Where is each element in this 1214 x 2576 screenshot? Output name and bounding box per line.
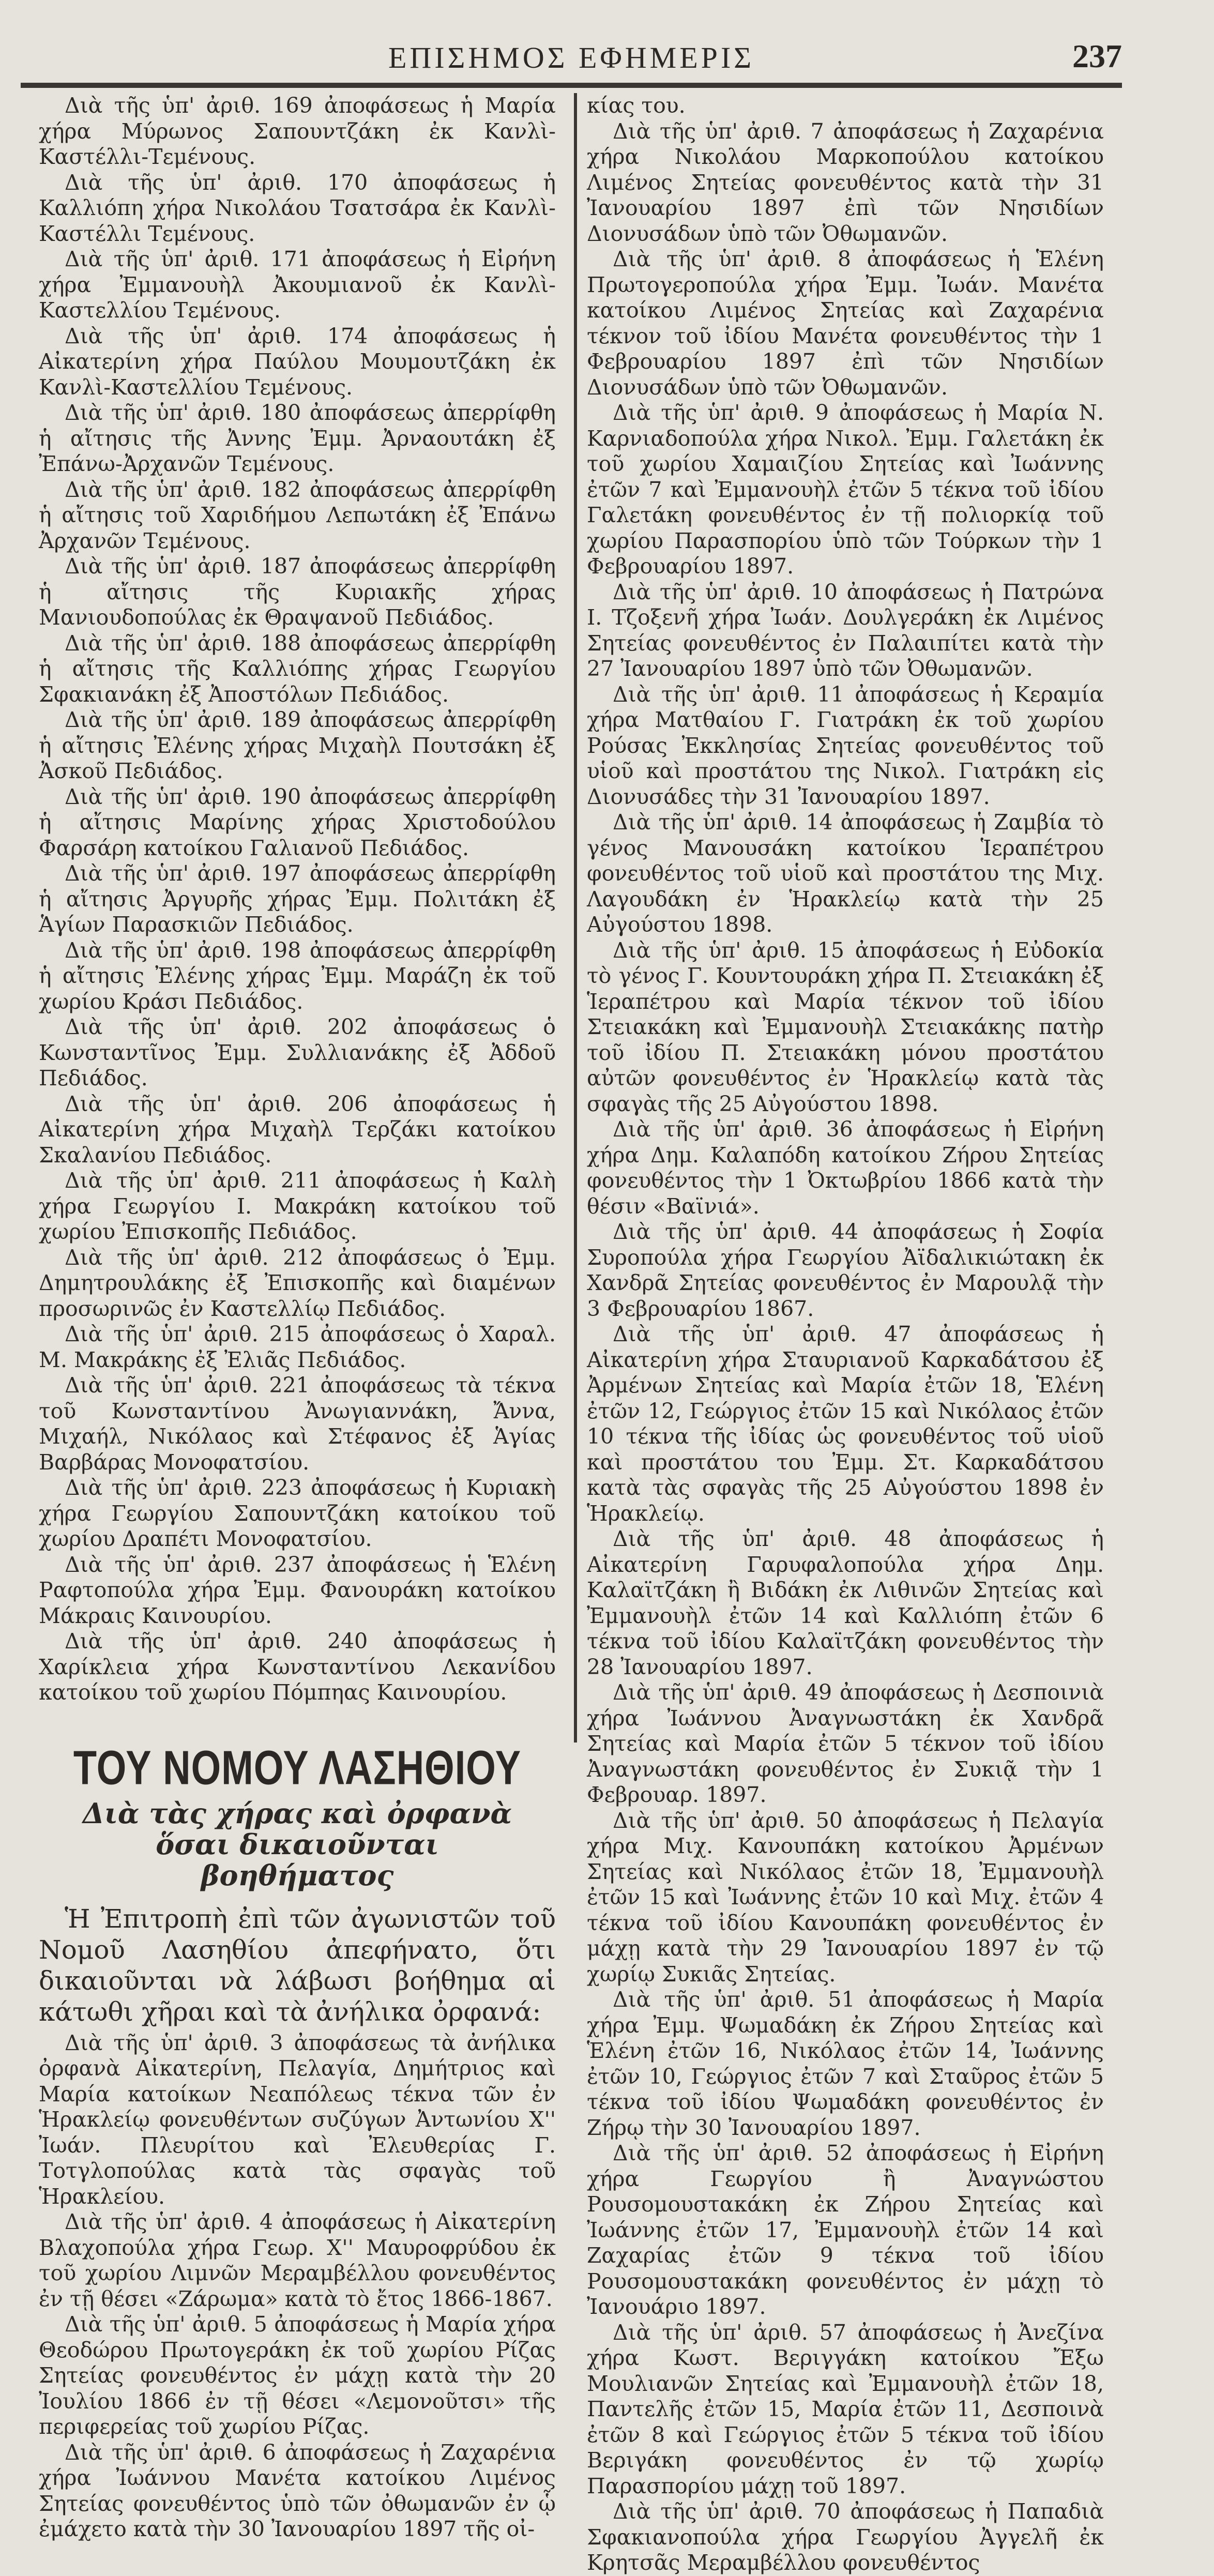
decision-entry: Διὰ τῆς ὑπ' ἀριθ. 202 ἀποφάσεως ὁ Κωνσταντῖνος Ἐμμ. Συλλιανάκης ἐξ Ἀδδοῦ Πεδιάδος. [39,1014,556,1090]
decision-entry: Διὰ τῆς ὑπ' ἀριθ. 237 ἀποφάσεως ἡ Ἑλένη Ραφτοπούλα χήρα Ἐμμ. Φανουράκη κατοίκου Μάκραις Καινουρίου. [39,1552,556,1628]
decision-entry: Διὰ τῆς ὑπ' ἀριθ. 211 ἀποφάσεως ἡ Καλὴ χήρα Γεωργίου Ι. Μακράκη κατοίκου τοῦ χωρίου Ἐπισκοπῆς Πεδιάδος. [39,1168,556,1244]
decision-entry: Διὰ τῆς ὑπ' ἀριθ. 6 ἀποφάσεως ἡ Ζαχαρένια χήρα Ἰωάννου Μανέτα κατοίκου Λιμένος Σητείας φονευθέντος ὑπὸ τῶν ὀθωμανῶν ἐν ᾧ ἐμάχετο κατὰ τὴν 30 Ἰανουαρίου 1897 τῆς οἰ- [39,2439,556,2541]
decision-entry: Διὰ τῆς ὑπ' ἀριθ. 44 ἀποφάσεως ἡ Σοφία Συροπούλα χήρα Γεωργίου Ἀϊδαλικιώτακη ἐκ Χανδρᾶ Σητείας φονευθέντος ἐν Μαρουλᾷ τὴν 3 Φεβρουαρίου 1867. [587,1219,1104,1321]
decision-entry: Διὰ τῆς ὑπ' ἀριθ. 188 ἀποφάσεως ἀπερρίφθη ἡ αἴτησις τῆς Καλλιόπης χήρας Γεωργίου Σφακιανάκη ἐξ Ἀποστόλων Πεδιάδος. [39,630,556,707]
right-column [587,93,1104,2576]
decision-entry: Διὰ τῆς ὑπ' ἀριθ. 52 ἀποφάσεως ἡ Εἰρήνη χήρα Γεωργίου ἢ Ἀναγνώστου Ρουσομουστακάκη ἐκ Ζήρου Σητείας καὶ Ἰωάννης ἐτῶν 17, Ἐμμανουὴλ ἐτῶν 14 καὶ Ζαχαρίας ἐτῶν 9 τέκνα τοῦ ἰδίου Ρουσομουστακάκη φονευθέντος ἐν μάχῃ τὸ Ἰανουάριο 1897. [587,2141,1104,2319]
decision-entry: Διὰ τῆς ὑπ' ἀριθ. 198 ἀποφάσεως ἀπερρίφθη ἡ αἴτησις Ἐλένης χήρας Ἐμμ. Μαράζη ἐκ τοῦ χωρίου Κράσι Πεδιάδος. [39,937,556,1014]
decision-entry: Διὰ τῆς ὑπ' ἀριθ. 171 ἀποφάσεως ἡ Εἰρήνη χήρα Ἐμμανουὴλ Ἀκουμιανοῦ ἐκ Κανλὶ-Καστελλίου Τεμένους. [39,247,556,323]
decision-entry: Διὰ τῆς ὑπ' ἀριθ. 170 ἀποφάσεως ἡ Καλλιόπη χήρα Νικολάου Τσατσάρα ἐκ Κανλὶ-Καστέλλι Τεμένους. [39,170,556,246]
decision-entry: Διὰ τῆς ὑπ' ἀριθ. 169 ἀποφάσεως ἡ Μαρία χήρα Μύρωνος Σαπουντζάκη ἐκ Κανλὶ-Καστέλλι-Τεμένους. [39,93,556,169]
decision-entry: Διὰ τῆς ὑπ' ἀριθ. 14 ἀποφάσεως ἡ Ζαμβία τὸ γένος Μανουσάκη κατοίκου Ἱεραπέτρου φονευθέντος τοῦ υἱοῦ καὶ προστάτου της Μιχ. Λαγουδάκη ἐν Ἡρακλείῳ κατὰ τὴν 25 Αὐγούστου 1898. [587,810,1104,937]
decision-entry: Διὰ τῆς ὑπ' ἀριθ. 49 ἀποφάσεως ἡ Δεσποινιὰ χήρα Ἰωάννου Ἀναγνωστάκη ἐκ Χανδρᾶ Σητείας καὶ Μαρία ἐτῶν 5 τέκνον τοῦ ἰδίου Ἀναγνωστάκη φονευθέντος ἐν Συκιᾷ τὴν 1 Φεβρουαρ. 1897. [587,1680,1104,1807]
decision-entry: Διὰ τῆς ὑπ' ἀριθ. 9 ἀποφάσεως ἡ Μαρία Ν. Καρνιαδοπούλα χήρα Νικολ. Ἐμμ. Γαλετάκη ἐκ τοῦ χωρίου Χαμαιζίου Σητείας καὶ Ἰωάννης ἐτῶν 7 καὶ Ἐμμανουὴλ ἐτῶν 5 τέκνα τοῦ ἰδίου Γαλετάκη φονευθέντος ἐν τῇ πολιορκίᾳ τοῦ χωρίου Παρασπορίου ὑπὸ τῶν Τούρκων τὴν 1 Φεβρουαρίου 1897. [587,400,1104,579]
decision-entry: Διὰ τῆς ὑπ' ἀριθ. 212 ἀποφάσεως ὁ Ἐμμ. Δημητρουλάκης ἐξ Ἐπισκοπῆς καὶ διαμένων προσωρινῶς ἐν Καστελλίῳ Πεδιάδος. [39,1245,556,1321]
page-number: 237 [1072,38,1122,74]
section-title: ΤΟΥ ΝΟΜΟΥ ΛΑΣΗΘΙΟΥ [73,1740,522,1794]
page-header [21,31,1122,88]
decision-entry: Διὰ τῆς ὑπ' ἀριθ. 187 ἀποφάσεως ἀπερρίφθη ἡ αἴτησις τῆς Κυριακῆς χήρας Μανιουδοπούλας ἐκ Θραψανοῦ Πεδιάδος. [39,554,556,630]
decision-entry: Διὰ τῆς ὑπ' ἀριθ. 15 ἀποφάσεως ἡ Εὐδοκία τὸ γένος Γ. Κουντουράκη χήρα Π. Στειακάκη ἐξ Ἱεραπέτρου καὶ Μαρία τέκνον τοῦ ἰδίου Στειακάκη καὶ Ἐμμανουὴλ Στειακάκης πατὴρ τοῦ ἰδίου Π. Στειακάκη μόνου προστάτου αὐτῶν φονευθέντος ἐν Ἡρακλείῳ κατὰ τὰς σφαγὰς τῆς 25 Αὐγούστου 1898. [587,937,1104,1116]
decision-entry: Διὰ τῆς ὑπ' ἀριθ. 10 ἀποφάσεως ἡ Πατρώνα Ι. Τζοξενῆ χήρα Ἰωάν. Δουλγεράκη ἐκ Λιμένος Σητείας φονευθέντος ἐν Παλαιπίτει κατὰ τὴν 27 Ἰανουαρίου 1897 ὑπὸ τῶν Ὀθωμανῶν. [587,579,1104,681]
decision-entry: Διὰ τῆς ὑπ' ἀριθ. 197 ἀποφάσεως ἀπερρίφθη ἡ αἴτησις Ἀργυρῆς χήρας Ἐμμ. Πολιτάκη ἐξ Ἁγίων Παρασκιῶν Πεδιάδος. [39,861,556,937]
decision-entry: Διὰ τῆς ὑπ' ἀριθ. 215 ἀποφάσεως ὁ Χαραλ. Μ. Μακράκης ἐξ Ἐλιᾶς Πεδιάδος. [39,1322,556,1372]
newspaper-title: ΕΠΙΣΗΜΟΣ ΕΦΗΜΕΡΙΣ [388,41,755,74]
decision-entry: Διὰ τῆς ὑπ' ἀριθ. 48 ἀποφάσεως ἡ Αἰκατερίνη Γαρυφαλοπούλα χήρα Δημ. Καλαϊτζάκη ἢ Βιδάκη ἐκ Λιθινῶν Σητείας καὶ Ἐμμανουὴλ ἐτῶν 14 καὶ Καλλιόπη ἐτῶν 6 τέκνα τοῦ ἰδίου Καλαϊτζάκη φονευθέντος τὴν 28 Ἰανουαρίου 1897. [587,1526,1104,1679]
decision-entry: Διὰ τῆς ὑπ' ἀριθ. 182 ἀποφάσεως ἀπερρίφθη ἡ αἴτησις τοῦ Χαριδήμου Λεπωτάκη ἐξ Ἐπάνω Ἀρχανῶν Τεμένους. [39,477,556,553]
decision-entry: Διὰ τῆς ὑπ' ἀριθ. 3 ἀποφάσεως τὰ ἀνήλικα ὀρφανὰ Αἰκατερίνη, Πελαγία, Δημήτριος καὶ Μαρία κατοίκων Νεαπόλεως τέκνα τῶν ἐν Ἡρακλείῳ φονευθέντων συζύγων Ἀντωνίου Χ'' Ἰωάν. Πλευρίτου καὶ Ἐλευθερίας Γ. Τοτγλοπούλας κατὰ τὰς σφαγὰς τοῦ Ἡρακλείου. [39,2030,556,2209]
decision-entry: Διὰ τῆς ὑπ' ἀριθ. 189 ἀποφάσεως ἀπερρίφθη ἡ αἴτησις Ἐλένης χήρας Μιχαὴλ Πουτσάκη ἐξ Ἀσκοῦ Πεδιάδος. [39,707,556,783]
left-column [39,93,556,2542]
decision-entry: Διὰ τῆς ὑπ' ἀριθ. 223 ἀποφάσεως ἡ Κυριακὴ χήρα Γεωργίου Σαπουντζάκη κατοίκου τοῦ χωρίου Δραπέτι Μονοφατσίου. [39,1475,556,1551]
decision-entry: Διὰ τῆς ὑπ' ἀριθ. 221 ἀποφάσεως τὰ τέκνα τοῦ Κωνσταντίνου Ἀνωγιαννάκη, Ἄννα, Μιχαήλ, Νικόλαος καὶ Στέφανος ἐξ Ἁγίας Βαρβάρας Μονοφατσίου. [39,1373,556,1475]
decision-entry: Διὰ τῆς ὑπ' ἀριθ. 8 ἀποφάσεως ἡ Ἑλένη Πρωτογεροπούλα χήρα Ἐμμ. Ἰωάν. Μανέτα κατοίκου Λιμένος Σητείας καὶ Ζαχαρένια τέκνον τοῦ ἰδίου Μανέτα φονευθέντος τὴν 1 Φεβρουαρίου 1897 ἐπὶ τῶν Νησιδίων Διονυσάδων ὑπὸ τῶν Ὀθωμανῶν. [587,247,1104,400]
decision-entry: Διὰ τῆς ὑπ' ἀριθ. 240 ἀποφάσεως ἡ Χαρίκλεια χήρα Κωνσταντίνου Λεκανίδου κατοίκου τοῦ χωρίου Πόμπηας Καινουρίου. [39,1629,556,1705]
decision-entry: Διὰ τῆς ὑπ' ἀριθ. 70 ἀποφάσεως ἡ Παπαδιὰ Σφακιανοπούλα χήρα Γεωργίου Ἀγγελῆ ἐκ Κρητσᾶς Μεραμβέλλου φονευθέντος [587,2499,1104,2575]
decision-entry: Διὰ τῆς ὑπ' ἀριθ. 57 ἀποφάσεως ἡ Ἀνεζίνα χήρα Κωστ. Βεριγγάκη κατοίκου Ἔξω Μουλιανῶν Σητείας καὶ Ἐμμανουὴλ ἐτῶν 18, Παντελῆς ἐτῶν 15, Μαρία ἐτῶν 11, Δεσποινὰ ἐτῶν 8 καὶ Γεώργιος ἐτῶν 5 τέκνα τοῦ ἰδίου Βεριγάκη φονευθέντος ἐν τῷ χωρίῳ Παρασπορίου μάχῃ τοῦ 1897. [587,2320,1104,2498]
decision-entry: Διὰ τῆς ὑπ' ἀριθ. 47 ἀποφάσεως ἡ Αἰκατερίνη χήρα Σταυριανοῦ Καρκαδάτσου ἐξ Ἀρμένων Σητείας καὶ Μαρία ἐτῶν 18, Ἑλένη ἐτῶν 12, Γεώργιος ἐτῶν 15 καὶ Νικόλαος ἐτῶν 10 τέκνα τῆς ἰδίας ὡς φονευθέντος τοῦ υἱοῦ καὶ προστάτου του Ἐμμ. Στ. Καρκαδάτσου κατὰ τὰς σφαγὰς τῆς 25 Αὐγούστου 1898 ἐν Ἡρακλείῳ. [587,1322,1104,1526]
decision-entry: Διὰ τῆς ὑπ' ἀριθ. 11 ἀποφάσεως ἡ Κεραμία χήρα Ματθαίου Γ. Γιατράκη ἐκ τοῦ χωρίου Ρούσας Ἐκκλησίας Σητείας φονευθέντος τοῦ υἱοῦ καὶ προστάτου της Νικολ. Γιατράκη εἰς Διονυσάδες τὴν 31 Ἰανουαρίου 1897. [587,681,1104,809]
decision-entry: Διὰ τῆς ὑπ' ἀριθ. 36 ἀποφάσεως ἡ Εἰρήνη χήρα Δημ. Καλαπόδη κατοίκου Ζήρου Σητείας φονευθέντος τὴν 1 Ὀκτωβρίου 1866 κατὰ τὴν θέσιν «Βαϊνιά». [587,1117,1104,1219]
decision-entry: Διὰ τῆς ὑπ' ἀριθ. 50 ἀποφάσεως ἡ Πελαγία χήρα Μιχ. Κανουπάκη κατοίκου Ἀρμένων Σητείας καὶ Νικόλαος ἐτῶν 18, Ἐμμανουὴλ ἐτῶν 15 καὶ Ἰωάννης ἐτῶν 10 καὶ Μιχ. ἐτῶν 4 τέκνα τοῦ ἰδίου Κανουπάκη φονευθέντος ἐν μάχῃ κατὰ τὴν 29 Ἰανουαρίου 1897 ἐν τῷ χωρίῳ Συκιᾶς Σητείας. [587,1808,1104,1987]
decision-entry: Διὰ τῆς ὑπ' ἀριθ. 174 ἀποφάσεως ἡ Αἰκατερίνη χήρα Παύλου Μουμουτζάκη ἐκ Κανλὶ-Καστελλίου Τεμένους. [39,323,556,400]
section-intro: Ἡ Ἐπιτροπὴ ἐπὶ τῶν ἀγωνιστῶν τοῦ Νομοῦ Λασηθίου ἀπεφήνατο, ὅτι δικαιοῦνται νὰ λάβωσι βοήθημα αἱ κάτωθι χῆραι καὶ τὰ ἀνήλικα ὀρφανά: [39,1903,556,2027]
decision-entry: Διὰ τῆς ὑπ' ἀριθ. 7 ἀποφάσεως ἡ Ζαχαρένια χήρα Νικολάου Μαρκοπούλου κατοίκου Λιμένος Σητείας φονευθέντος κατὰ τὴν 31 Ἰανουαρίου 1897 ἐπὶ τῶν Νησιδίων Διονυσάδων ὑπὸ τῶν Ὀθωμανῶν. [587,118,1104,246]
section-subtitle: Διὰ τὰς χήρας καὶ ὀρφανὰ ὅσαι δικαιοῦνται βοηθήματος [82,1796,512,1892]
decision-entry: Διὰ τῆς ὑπ' ἀριθ. 5 ἀποφάσεως ἡ Μαρία χήρα Θεοδώρου Πρωτογεράκη ἐκ τοῦ χωρίου Ρίζας Σητείας φονευθέντος ἐν μάχῃ κατὰ τὴν 20 Ἰουλίου 1866 ἐν τῇ θέσει «Λεμονοῦτσι» τῆς περιφερείας τοῦ χωρίου Ρίζας. [39,2312,556,2439]
decision-entry: Διὰ τῆς ὑπ' ἀριθ. 180 ἀποφάσεως ἀπερρίφθη ἡ αἴτησις τῆς Ἀννης Ἐμμ. Ἀρναουτάκη ἐξ Ἐπάνω-Ἀρχανῶν Τεμένους. [39,400,556,476]
decision-entry: Διὰ τῆς ὑπ' ἀριθ. 190 ἀποφάσεως ἀπερρίφθη ἡ αἴτησις Μαρίνης χήρας Χριστοδούλου Φαρσάρη κατοίκου Γαλιανοῦ Πεδιάδος. [39,784,556,860]
decision-entry: Διὰ τῆς ὑπ' ἀριθ. 51 ἀποφάσεως ἡ Μαρία χήρα Ἐμμ. Ψωμαδάκη ἐκ Ζήρου Σητείας καὶ Ἑλένη ἐτῶν 16, Νικόλαος ἐτῶν 14, Ἰωάννης ἐτῶν 10, Γεώργιος ἐτῶν 7 καὶ Σταῦρος ἐτῶν 5 τέκνα τοῦ ἰδίου Ψωμαδάκη φονευθέντος ἐν Ζήρῳ τὴν 30 Ἰανουαρίου 1897. [587,1987,1104,2140]
decision-entry-continuation: κίας του. [587,93,686,118]
header-rule [21,83,1122,88]
decision-entry: Διὰ τῆς ὑπ' ἀριθ. 206 ἀποφάσεως ἡ Αἰκατερίνη χήρα Μιχαὴλ Τερζάκι κατοίκου Σκαλανίου Πεδιάδος. [39,1091,556,1168]
column-divider [574,93,577,1742]
decision-entry: Διὰ τῆς ὑπ' ἀριθ. 4 ἀποφάσεως ἡ Αἰκατερίνη Βλαχοπούλα χήρα Γεωρ. Χ'' Μαυροφρύδου ἐκ τοῦ χωρίου Λιμνῶν Μεραμβέλλου φονευθέντος ἐν τῇ θέσει «Ζάρωμα» κατὰ τὸ ἔτος 1866-1867. [39,2209,556,2311]
